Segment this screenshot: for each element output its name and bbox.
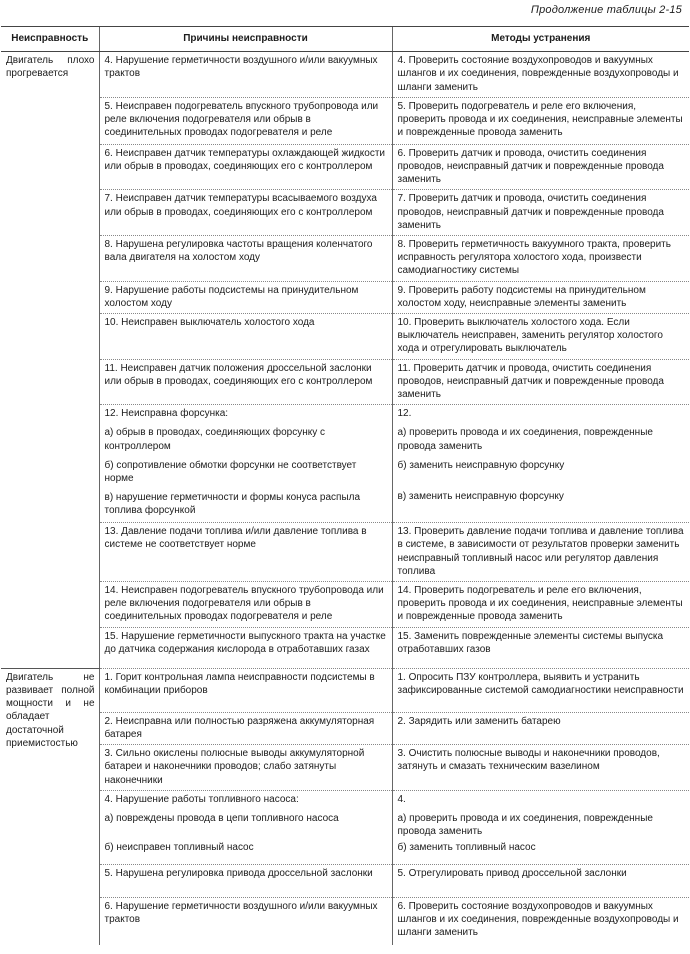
method-subitem: б) заменить неисправную форсунку	[397, 459, 565, 471]
table-row	[1, 314, 689, 360]
cause-cell: 5. Неисправен подогреватель впускного трубопровода или реле включения подогревателя или обрыв в соединительных проводах подогревателя и реле	[99, 97, 392, 144]
table-row	[1, 281, 689, 313]
table-row	[1, 523, 689, 582]
column-header-symptom: Неисправность	[1, 27, 99, 52]
method-cell: 14. Проверить подогреватель и реле его включения, проверить провода и их соединения, неисправные элементы и поврежденные провода заменить	[392, 582, 689, 628]
cause-subitem: б) сопротивление обмотки форсунки не соответствует норме	[104, 459, 357, 485]
method-cell: 3. Очистить полюсные выводы и наконечники проводов, затянуть и смазать техническим вазелином	[392, 745, 689, 791]
cause-cell: 8. Нарушена регулировка частоты вращения коленчатого вала двигателя на холостом ходу	[99, 236, 392, 282]
method-heading: 4.	[397, 793, 406, 805]
method-cell: 9. Проверить работу подсистемы на принудительном холостом ходу, неисправные элементы заменить	[392, 281, 689, 313]
table-row	[1, 52, 689, 98]
method-cell: 6. Проверить датчик и провода, очистить соединения проводов, неисправный датчик и поврежденные провода заменить	[392, 144, 689, 190]
method-cell: 7. Проверить датчик и провода, очистить соединения проводов, неисправный датчик и поврежденные провода заменить	[392, 190, 689, 236]
table-row	[1, 712, 689, 744]
symptom-text: Двигатель плохо прогревается	[6, 55, 95, 80]
table-header-row	[1, 27, 689, 52]
method-cell: 8. Проверить герметичность вакуумного тракта, проверить исправность регулятора холостого хода, произвести самодиагностику системы	[392, 236, 689, 282]
method-subitem: б) заменить топливный насос	[397, 842, 536, 854]
method-cell: 13. Проверить давление подачи топлива и давление топлива в системе, в зависимости от результатов проверки заменить неисправный топливный насос или регулятор давления топлива	[392, 523, 689, 582]
cause-subitem: в) нарушение герметичности и формы конуса распыла топлива форсункой	[104, 492, 361, 517]
table-row	[1, 790, 689, 864]
method-cell: 6. Проверить состояние воздухопроводов и вакуумных шлангов и их соединения, поврежденные воздухопроводы и шланги заменить	[392, 897, 689, 945]
table-row	[1, 97, 689, 144]
table-row	[1, 190, 689, 236]
cause-cell: 14. Неисправен подогреватель впускного трубопровода или реле включения подогревателя или обрыв в соединительных проводах подогревателя и реле	[99, 582, 392, 628]
method-cell: 1. Опросить ПЗУ контроллера, выявить и устранить зафиксированные системой самодиагностики неисправности	[392, 668, 689, 712]
table-row	[1, 405, 689, 523]
method-cell	[392, 790, 689, 864]
cause-subitem: а) обрыв в проводах, соединяющих форсунку с контроллером	[104, 427, 326, 452]
method-cell	[392, 405, 689, 523]
method-cell: 10. Проверить выключатель холостого хода. Если выключатель неисправен, заменить регулятор холостого хода и отрегулировать выключатель	[392, 314, 689, 360]
cause-cell	[99, 790, 392, 864]
cause-cell: 13. Давление подачи топлива и/или давление топлива в системе не соответствует норме	[99, 523, 392, 582]
table-row	[1, 897, 689, 945]
cause-cell: 2. Неисправна или полностью разряжена аккумуляторная батарея	[99, 712, 392, 744]
method-subitem: в) заменить неисправную форсунку	[397, 491, 564, 503]
cause-cell: 9. Нарушение работы подсистемы на принудительном холостом ходу	[99, 281, 392, 313]
method-heading: 12.	[397, 408, 412, 420]
symptom-text: Двигатель не развивает полной мощности и не обладает достаточной приемистостью	[6, 671, 95, 749]
cause-cell: 7. Неисправен датчик температуры всасываемого воздуха или обрыв в проводах, соединяющих его с контроллером	[99, 190, 392, 236]
cause-cell: 11. Неисправен датчик положения дроссельной заслонки или обрыв в проводах, соединяющих его с контроллером	[99, 359, 392, 405]
table-row	[1, 236, 689, 282]
cause-cell: 6. Нарушение герметичности воздушного и/или вакуумных трактов	[99, 897, 392, 945]
table-row	[1, 668, 689, 712]
method-cell: 11. Проверить датчик и провода, очистить соединения проводов, неисправный датчик и поврежденные провода заменить	[392, 359, 689, 405]
method-subitem: а) проверить провода и их соединения, поврежденные провода заменить	[397, 427, 653, 452]
method-cell: 5. Отрегулировать привод дроссельной заслонки	[392, 864, 689, 897]
page-header: Продолжение таблицы 2-15	[530, 4, 682, 16]
cause-cell	[99, 405, 392, 523]
table-row	[1, 627, 689, 668]
symptom-cell	[1, 668, 99, 945]
method-cell: 2. Зарядить или заменить батарею	[392, 712, 689, 744]
cause-cell: 10. Неисправен выключатель холостого хода	[99, 314, 392, 360]
table-row	[1, 144, 689, 190]
cause-cell: 15. Нарушение герметичности выпускного тракта на участке до датчика содержания кислорода в отработавших газах	[99, 627, 392, 668]
cause-subitem: а) повреждены провода в цепи топливного насоса	[104, 812, 339, 824]
cause-subitem: б) неисправен топливный насос	[104, 842, 254, 854]
method-cell: 15. Заменить поврежденные элементы системы выпуска отработавших газов	[392, 627, 689, 668]
symptom-cell	[1, 52, 99, 668]
table-row	[1, 359, 689, 405]
column-header-cause: Причины неисправности	[99, 27, 392, 52]
cause-cell: 4. Нарушение герметичности воздушного и/или вакуумных трактов	[99, 52, 392, 98]
cause-cell: 3. Сильно окислены полюсные выводы аккумуляторной батареи и наконечники проводов; слабо затянуты наконечники	[99, 745, 392, 791]
fault-table	[1, 26, 689, 945]
cause-cell: 6. Неисправен датчик температуры охлаждающей жидкости или обрыв в проводах, соединяющих его с контроллером	[99, 144, 392, 190]
method-subitem: а) проверить провода и их соединения, поврежденные провода заменить	[397, 812, 653, 838]
method-cell: 4. Проверить состояние воздухопроводов и вакуумных шлангов и их соединения, поврежденные воздухопроводы и шланги заменить	[392, 52, 689, 98]
table-row	[1, 864, 689, 897]
table-row	[1, 582, 689, 628]
table-row	[1, 745, 689, 791]
cause-heading: 12. Неисправна форсунка:	[104, 408, 229, 420]
cause-cell: 1. Горит контрольная лампа неисправности подсистемы в комбинации приборов	[99, 668, 392, 712]
method-cell: 5. Проверить подогреватель и реле его включения, проверить провода и их соединения, неисправные элементы и поврежденные провода заменить	[392, 97, 689, 144]
cause-cell: 5. Нарушена регулировка привода дроссельной заслонки	[99, 864, 392, 897]
column-header-method: Методы устранения	[392, 27, 689, 52]
cause-heading: 4. Нарушение работы топливного насоса:	[104, 793, 299, 805]
